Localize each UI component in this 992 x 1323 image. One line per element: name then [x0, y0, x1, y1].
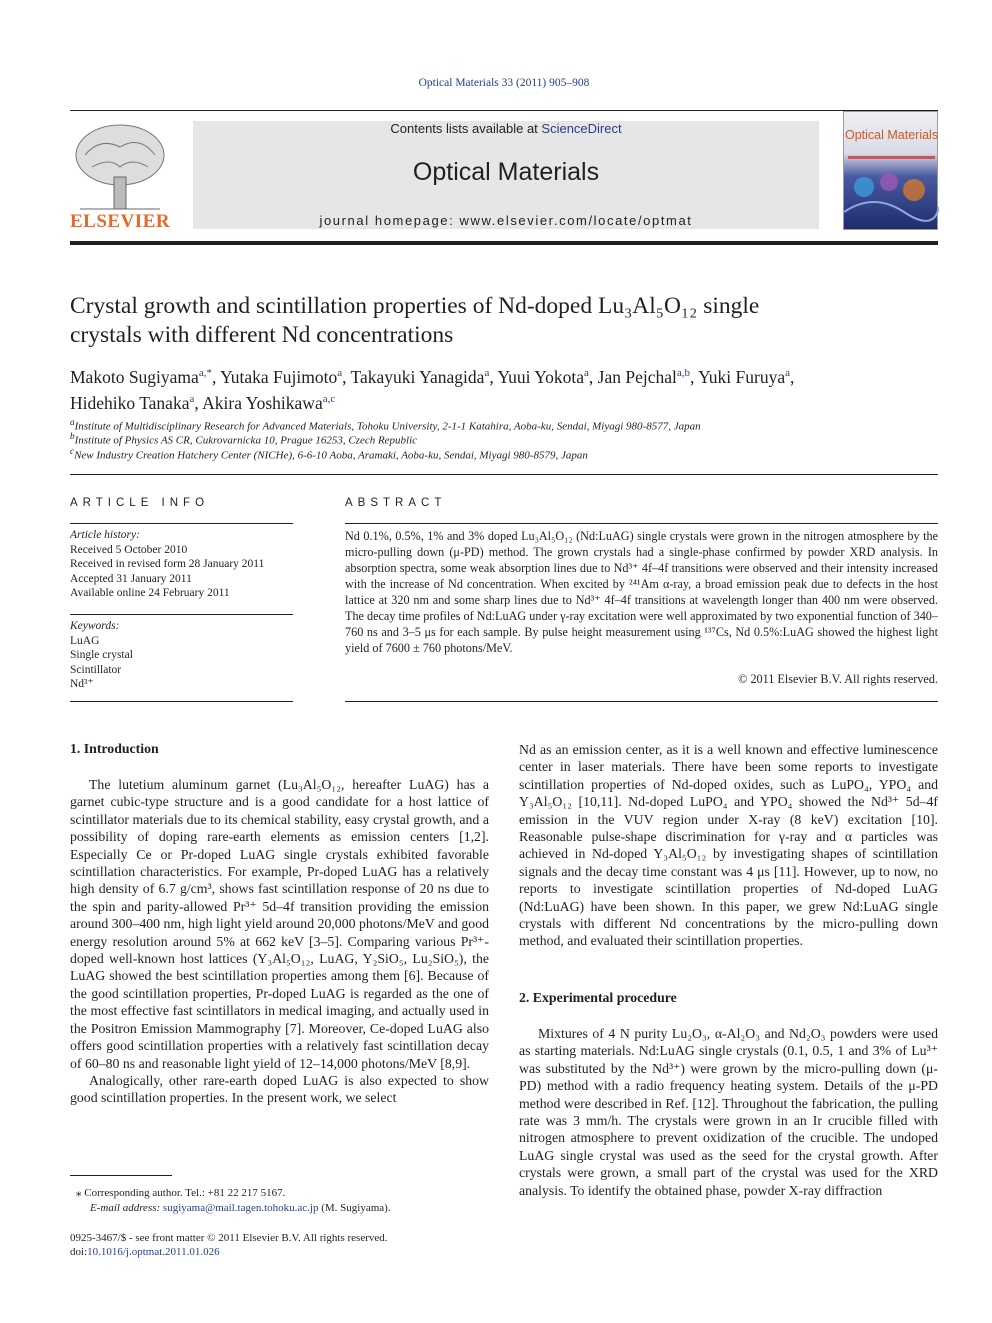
affiliation-mark: b	[70, 431, 75, 441]
contents-availability	[193, 121, 819, 136]
right-column-section2	[519, 1025, 938, 1199]
header-bottom-rule	[70, 241, 938, 245]
journal-reference[interactable]	[0, 77, 992, 89]
affiliation-rule	[70, 474, 938, 475]
author-affiliation-mark[interactable]: a	[785, 367, 791, 379]
author-name: Yutaka Fujimoto	[220, 366, 338, 387]
abstract-text: Nd 0.1%, 0.5%, 1% and 3% doped Lu₃Al₅O₁₂ (Nd:LuAG) single crystals were grown in the nitrogen atmosphere by the micro-pulling down (μ-PD) method. The grown crystals had a single-phase confirmed by powder XRD analysis. In absorption spectra, some weak absorption lines due to Nd³⁺ 4f–4f transitions were observed and their intensity increased with the increase of Nd concentration. When excited by ²⁴¹Am α-ray, a broad emission peak due to defects in the host lattice at 320 nm and some sharp lines due to Nd³⁺ 4f–4f transitions at wavelength longer than 400 nm were observed. The decay time profiles of Nd:LuAG under γ-ray excitation were well approximated by two exponential function of 340–760 ns and 3–5 μs for each sample. By pulse height measurement using ¹³⁷Cs, Nd 0.5%:LuAG showed the highest light yield of 7600 ± 760 photons/MeV.	[345, 529, 938, 655]
article-title-line-1: Crystal growth and scintillation properties of Nd-doped Lu₃Al₅O₁₂ single	[70, 293, 760, 319]
author-name: Hidehiko Tanaka	[70, 392, 190, 413]
keyword: LuAG	[70, 634, 100, 647]
right-column	[519, 741, 938, 950]
history-item: Received in revised form 28 January 2011	[70, 558, 265, 570]
sciencedirect-link[interactable]: ScienceDirect	[541, 121, 622, 136]
paragraph: The lutetium aluminum garnet (Lu₃Al₅O₁₂, hereafter LuAG) has a garnet cubic-type structure and is a good candidate for a host lattice of scintillator materials due to its chemical stability, easy crystal growth, and a possibility of doping rare-earth elements as emission centers [1,2]. Especially Ce or Pr-doped LuAG single crystals exhibited favorable scintillation characteristics. For example, Pr-doped LuAG has a relatively high density of 6.7 g/cm³, shows fast scintillation response of 20 ns due to the spin and parity-allowed Pr³⁺ 5d–4f transition providing the emission around 300–400 nm, high light yield around 20,000 photons/MeV and good energy resolution around 5% at 662 keV [3–5]. Comparing various Pr³⁺-doped well-known host lattices (Y₃Al₅O₁₂, LuAG, Y₂SiO₅, Lu₂SiO₅), the LuAG showed the best scintillation properties among them [6]. Because of the good scintillation properties, Pr-doped LuAG is regarded as the one of the most effective fast scintillators in medical imaging, and actually used in the Positron Emission Mammography [7]. Moreover, Ce-doped LuAG also offers good scintillation properties with a relatively fast scintillation decay of 60–80 ns and reasonable light yield of 12–14,000 photons/MeV [8,9].	[70, 777, 489, 1071]
author-affiliation-mark[interactable]: a	[337, 367, 343, 379]
doi-link[interactable]: 10.1016/j.optmat.2011.01.026	[87, 1246, 220, 1258]
affiliation-text: Institute of Multidisciplinary Research for Advanced Materials, Tohoku University, 2-1-1 Katahira, Aoba-ku, Sendai, Miyagi 980-8577, Japan	[74, 420, 701, 433]
affiliation	[70, 431, 417, 447]
contents-prefix: Contents lists available at	[390, 121, 542, 136]
affiliation-text: New Industry Creation Hatchery Center (NICHe), 6-6-10 Aoba, Aramaki, Aoba-ku, Sendai, Miyagi 980-8579, Japan	[74, 449, 588, 462]
author-affiliation-mark[interactable]: a	[189, 392, 195, 405]
keyword: Single crystal	[70, 649, 133, 661]
corresponding-author-note: ⁎ Corresponding author. Tel.: +81 22 217 5167.	[76, 1187, 286, 1199]
journal-homepage[interactable]: journal homepage: www.elsevier.com/locate/optmat	[319, 213, 693, 228]
info-rule	[70, 614, 293, 615]
section-heading-experimental: 2. Experimental procedure	[519, 990, 677, 1005]
article-info-heading: ARTICLE INFO	[70, 497, 210, 509]
keyword: Nd³⁺	[70, 678, 94, 690]
email-note	[90, 1201, 391, 1216]
section-heading-introduction: 1. Introduction	[70, 741, 159, 756]
paragraph: Analogically, other rare-earth doped LuAG is also expected to show good scintillation properties. In the present work, we select	[70, 1072, 489, 1106]
left-column	[70, 776, 489, 1107]
affiliation-mark: c	[70, 446, 75, 456]
abstract-rule	[345, 523, 938, 524]
elsevier-wordmark: ELSEVIER	[70, 211, 171, 232]
journal-reference-link[interactable]: Optical Materials 33 (2011) 905–908	[418, 77, 590, 89]
history-item: Received 5 October 2010	[70, 543, 188, 556]
email-label: E-mail address:	[90, 1202, 163, 1214]
author-list: Makoto Sugiyama$^{a,*}$, Yutaka Fujimoto$^a$, Takayuki Yanagida$^a$, Yuui Yokota$^a$, Jan Pejchal$^{a,b}$, Yuki Furuya$^a$, Hidehiko Tanaka$^a$, Akira Yoshikawa$^{a,c}$	[70, 366, 795, 413]
article-history	[70, 528, 293, 601]
author-name: Takayuki Yanagida	[350, 366, 485, 387]
author-name: Yuui Yokota	[497, 366, 584, 387]
keywords	[70, 619, 293, 692]
author-name: Jan Pejchal	[597, 366, 677, 387]
history-label: Article history:	[70, 529, 140, 541]
author-name: Makoto Sugiyama	[70, 366, 199, 387]
email-link[interactable]: sugiyama@mail.tagen.tohoku.ac.jp	[162, 1202, 319, 1214]
affiliation-mark: a	[70, 417, 75, 427]
journal-title: Optical Materials	[412, 158, 600, 186]
author-affiliation-mark[interactable]: a	[484, 367, 490, 379]
info-rule	[70, 701, 293, 702]
history-item: Available online 24 February 2011	[70, 587, 230, 599]
doi-label: doi:	[70, 1246, 88, 1258]
info-rule	[70, 523, 293, 524]
article-title	[70, 292, 938, 350]
issn-line: 0925-3467/$ - see front matter © 2011 Elsevier B.V. All rights reserved.	[70, 1232, 388, 1244]
author-affiliation-mark[interactable]: a	[584, 367, 589, 379]
author-name: Yuki Furuya	[698, 366, 786, 387]
header-top-rule	[70, 110, 938, 111]
article-title-line-2: crystals with different Nd concentrations	[70, 322, 454, 348]
keywords-label: Keywords:	[70, 620, 120, 632]
paragraph: Nd as an emission center, as it is a well known and effective luminescence center in laser materials. There have been some reports to investigate scintillation properties of Nd-doped oxides, such as LuPO₄, YPO₄ and Y₃Al₅O₁₂ [10,11]. Nd-doped LuPO₄ and YPO₄ showed the Nd³⁺ 5d–4f emission in the VUV region under X-ray (8 keV) excitation [10]. Reasonable pulse-shape discrimination for γ-ray and α particles was achieved in Nd-doped Y₃Al₅O₁₂ by investigating shapes of scintillation signals and the decay time constant was 4 μs [11]. However, up to now, no reports to investigate scintillation properties of Nd-doped LuAG (Nd:LuAG) have been shown. In this paper, we grew Nd:LuAG single crystals with different Nd concentrations by the micro-pulling down method, and evaluated their scintillation properties.	[519, 742, 938, 949]
author-affiliation-mark[interactable]: a,*	[198, 367, 212, 379]
paragraph: Mixtures of 4 N purity Lu₂O₃, α-Al₂O₃ and Nd₂O₃ powders were used as starting materials. Nd:LuAG single crystals (0.1, 0.5, 1 and 3% of Lu³⁺ was substituted by the Nd³⁺) were grown by the micro-pulling down (μ-PD) method with a radio frequency heating system. Details of the μ-PD method were described in Ref. [12]. Throughout the fabrication, the pulling rate was 3 mm/h. The crystals were grown in an Ir crucible filled with nitrogen atmosphere to prevent oxidization of the crucible. The undoped LuAG single crystal was used as the seed for the crystal growth. After crystals were grown, a small part of the crystal was used for the XRD analysis. To identify the obtained phase, powder X-ray diffraction	[519, 1026, 938, 1198]
footnote-rule	[70, 1175, 172, 1176]
author-name: Akira Yoshikawa	[202, 392, 323, 413]
abstract-heading: ABSTRACT	[345, 497, 447, 509]
cover-title: Optical Materials	[845, 128, 939, 142]
history-item: Accepted 31 January 2011	[70, 572, 192, 585]
doi-line	[70, 1245, 220, 1260]
abstract-copyright: © 2011 Elsevier B.V. All rights reserved.	[738, 672, 938, 686]
keyword: Scintillator	[70, 663, 122, 676]
author-affiliation-mark[interactable]: a,b	[676, 367, 690, 379]
author-affiliation-mark[interactable]: a,c	[322, 392, 336, 405]
email-suffix: (M. Sugiyama).	[318, 1202, 391, 1214]
affiliation	[70, 446, 588, 462]
abstract-rule	[345, 701, 938, 702]
affiliation-text: Institute of Physics AS CR, Cukrovarnicka 10, Prague 16253, Czech Republic	[74, 434, 418, 447]
